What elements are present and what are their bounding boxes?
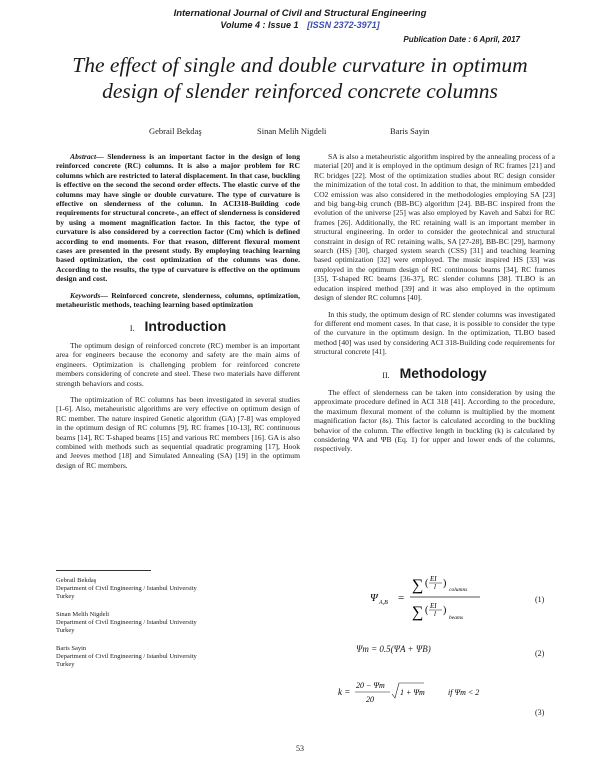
footnote-divider: [56, 570, 151, 571]
eq1-psi: Ψ: [370, 592, 378, 604]
eq3-denominator: 20: [366, 695, 374, 704]
affiliation-2: [56, 611, 300, 635]
equation-1: [370, 568, 510, 628]
right-paragraph-1: SA is also a metaheuristic algorithm inspired by the annealing process of a material [20] and it is employed in the optimum design of RC frames [21] and RC bridges [22]. Most of the optimization studies about RC design consider the minimization of the total cost. In addition to that, the minimum embedded CO2 emission was also considered in the methodologies employing SA [23] and big bang-big crunch (BB-BC) algorithm [24]. BB-BC inspired from the evolution of the universe [25] was also employed by Kaveh and Sabzi for RC frames [26]. Additionally, the RC retaining wall is an important member in structural engineering. In order to consider the geotechnical and structural constraint in design of RC retaining walls, SA [27-28], BB-BC [29], harmony search (HS) [30], charged system search (CSS) [31] and teaching learning based optimization [32] were employed. The music inspired HS [33] was employed in the optimum design of RC continuous beams [34], RC frames [35], T-shaped RC beams [36-37], RC slender columns [38]. TLBO is an education inspired method [39] and it was also employed in the optimum design of slender RC columns [40].: [314, 152, 555, 303]
eq3-k: k =: [338, 687, 351, 697]
left-column: [56, 152, 300, 470]
right-column: [314, 152, 555, 454]
abstract-text: Slenderness is an important factor in the design of long reinforced concrete (RC) columns. It is also a major problem for RC columns which are restricted to lateral displacement. In that case, buckling is effective on the second the second order effects. The elastic curve of the columns may have single or double curvature. The type of curvature is effective on slenderness of the column. In ACI318-Building code requirements for structural concrete-, an effect of slenderness is considered by using a moment magnification factor. In this factor, the type of curvature is also considered by a correction factor (Cm) which is defined according to end moments. For that reason, different flexural moment cases are presented in the present study. By employing teaching learning based optimization, the cost optimization of the columns was done. According to the results, the type of curvature is effective on the optimum design and cost.: [56, 152, 300, 284]
equation-3-graphic: [338, 675, 538, 715]
paper-title: [20, 52, 580, 104]
volume-issue-line: [0, 20, 600, 30]
abstract-lead: Abstract—: [70, 152, 104, 161]
equation-3: [338, 675, 538, 715]
journal-name: International Journal of Civil and Structural Engineering: [173, 8, 427, 19]
affiliation-dept: Department of Civil Engineering / Istanbul University: [56, 653, 197, 660]
affiliation-name: Sinan Melih Nigdeli: [56, 611, 110, 618]
eq1-psi-subscript: A,B: [379, 600, 388, 606]
equation-2: Ψm = 0.5(ΨA + ΨB): [356, 644, 431, 654]
keywords-lead: Keywords—: [70, 290, 108, 300]
equation-1-graphic: [370, 568, 510, 628]
author-2: Sinan Melih Nigdeli: [257, 126, 327, 136]
eq3-condition: if Ψm < 2: [448, 688, 480, 697]
section-number: I.: [129, 323, 135, 333]
eq1-l-top: l: [434, 583, 436, 591]
affiliation-1: [56, 577, 300, 601]
eq1-EI-bottom: EI: [430, 602, 437, 610]
intro-paragraph-2: The optimization of RC columns has been investigated in several studies [1-6]. Also, metaheuristic algorithms are very effective on optimum design of RC member. The nature inspired Genetic algorithm (GA) [7-8] was employed in the optimum design of RC columns [9], RC frames [10-13], RC continuous beams [14], RC T-shaped beams [15] and various RC members [16]. GA is also combined with methods such as sequential quadratic programing [17], Hook and Jeeves method [18] and Simulated Annealing (SA) [19] in the optimum design of RC members.: [56, 394, 300, 470]
abstract: [56, 152, 300, 284]
keywords-text: Reinforced concrete, slenderness, columns, optimization, metaheuristic methods, teaching learning based optimization: [56, 290, 300, 310]
right-paragraph-2: In this study, the optimum design of RC slender columns was investigated for different end moment cases. In that case, it is possible to consider the type of the curvature in the optimum design. In the optimization, TLBO based method [40] was used by considering ACI 318-Building code requirements for structural concrete [41].: [314, 309, 555, 357]
eq1-sum-bottom: ∑: [412, 604, 424, 621]
title-line-1: The effect of single and double curvature in optimum: [72, 53, 528, 77]
publication-date: Publication Date : 6 April, 2017: [403, 35, 520, 44]
affiliation-dept: Department of Civil Engineering / Istanbul University: [56, 619, 197, 626]
intro-paragraph-1: The optimum design of reinforced concrete (RC) member is an important area for engineers because the economy and safety are the main aims of engineers. Optimization is challenging problem for reinforced concrete members considering of concrete and steel. These two materials have different strength behaviors and costs.: [56, 340, 300, 388]
equation-3-label: (3): [535, 708, 545, 717]
section-heading-introduction: [56, 317, 300, 334]
affiliation-name: Gebrail Bekdaş: [56, 577, 97, 584]
section-number: II.: [382, 370, 390, 380]
author-affiliations: [56, 570, 300, 679]
eq3-radicand: 1 + Ψm: [400, 688, 425, 697]
affiliation-country: Turkey: [56, 593, 75, 600]
affiliation-country: Turkey: [56, 661, 75, 668]
page-number: 53: [296, 744, 304, 753]
author-3: Baris Sayin: [390, 126, 430, 136]
journal-header: [0, 8, 600, 30]
author-1: Gebrail Bekdaş: [149, 126, 202, 136]
affiliation-dept: Department of Civil Engineering / Istanbul University: [56, 585, 197, 592]
eq1-sum-top: ∑: [412, 577, 424, 594]
eq1-columns-sub: columns: [449, 587, 468, 593]
keywords: [56, 291, 300, 310]
eq1-EI-top: EI: [430, 575, 437, 583]
methodology-paragraph-1: The effect of slenderness can be taken into consideration by using the approximate procedure defined in ACI 318 [41]. According to the procedure, the maximum flexural moment of the column is multiplied by the moment magnification factor (δs). This factor is calculated according to the buckling behavior of the column. The effective length in buckling (k) is calculated by considering ΨA and ΨB (Eq. 1) for upper and lower ends of the columns, respectively.: [314, 387, 555, 454]
eq1-paren-close-top: ): [443, 578, 447, 589]
section-heading-methodology: [314, 364, 555, 381]
equation-2-label: (2): [535, 649, 545, 658]
affiliation-country: Turkey: [56, 627, 75, 634]
section-title: Methodology: [399, 364, 487, 381]
eq1-paren-open-top: (: [425, 578, 429, 589]
eq3-numerator: 20 − Ψm: [356, 681, 385, 690]
title-line-2: design of slender reinforced concrete columns: [102, 79, 498, 103]
eq1-l-bottom: l: [434, 610, 436, 618]
equation-1-label: (1): [535, 595, 545, 604]
eq1-beams-sub: beams: [449, 615, 464, 621]
volume-issue: Volume 4 : Issue 1: [220, 20, 299, 30]
eq1-paren-open-bottom: (: [425, 605, 429, 616]
affiliation-3: [56, 645, 300, 669]
eq1-paren-close-bottom: ): [443, 605, 447, 616]
eq1-equals: =: [398, 592, 405, 604]
affiliation-name: Baris Sayin: [56, 645, 87, 652]
section-title: Introduction: [144, 317, 227, 334]
issn: [ISSN 2372-3971]: [307, 20, 380, 30]
